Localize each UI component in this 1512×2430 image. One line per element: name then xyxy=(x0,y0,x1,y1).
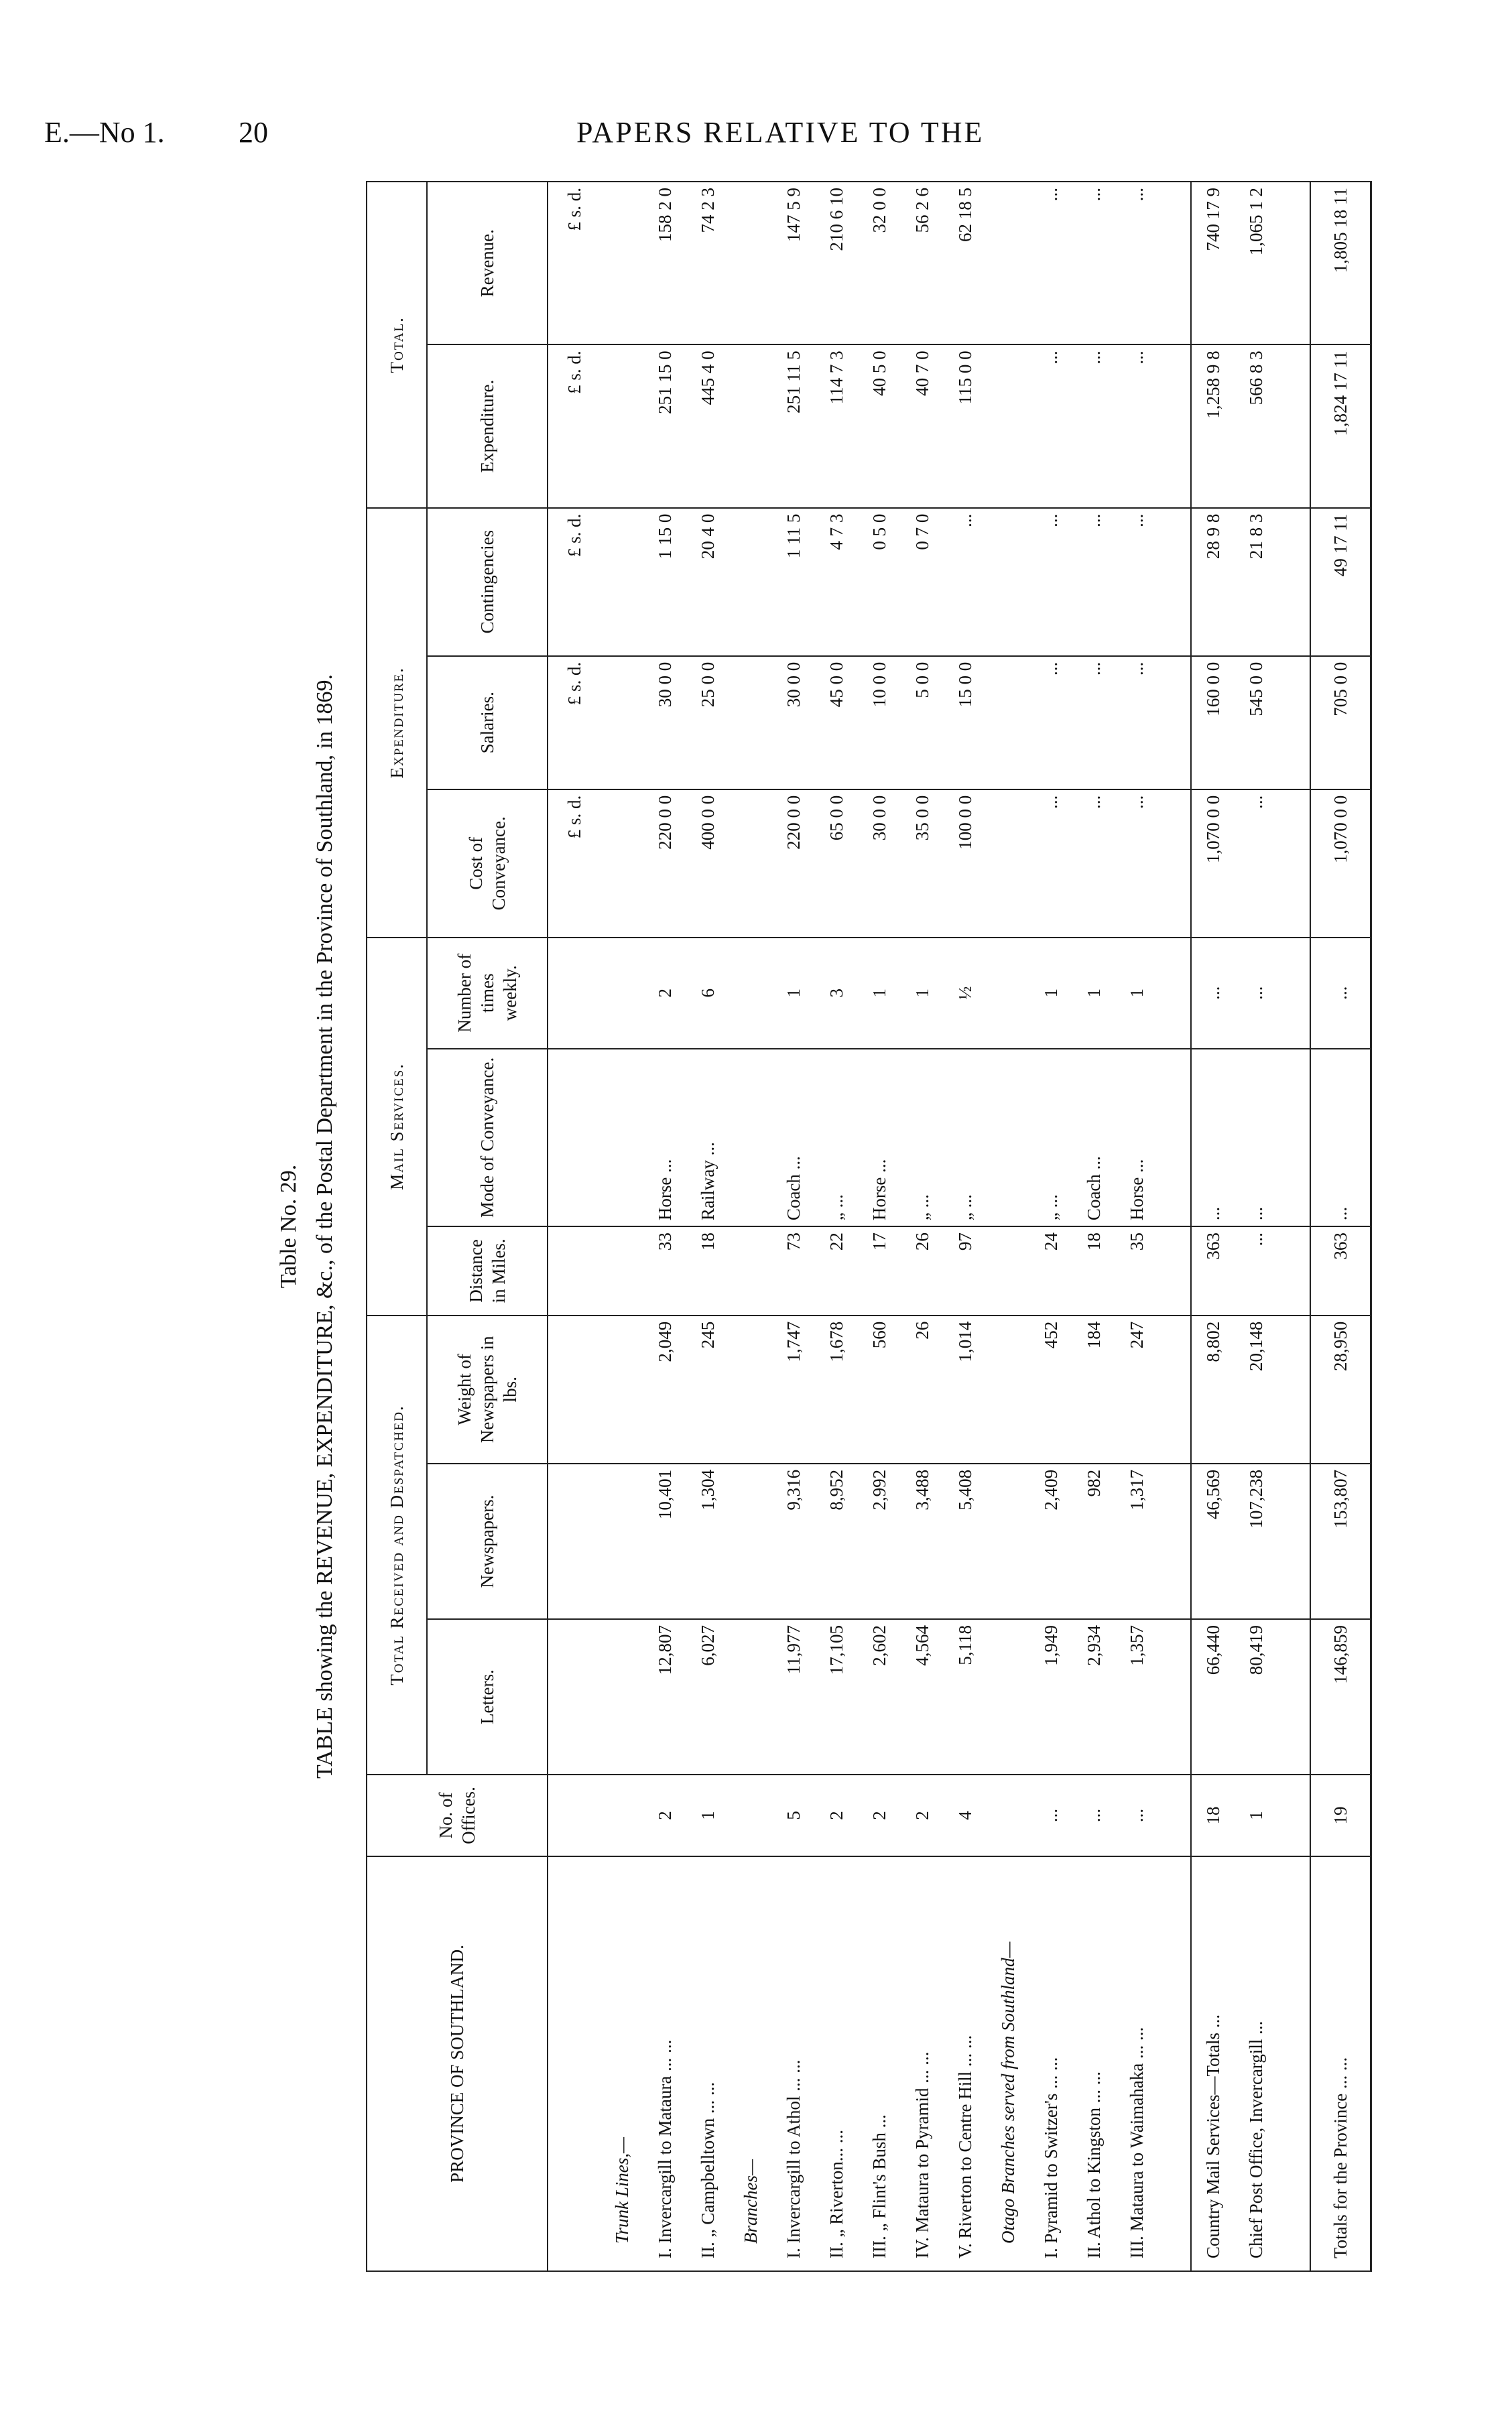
section-heading-row xyxy=(601,182,643,2271)
section-heading-row xyxy=(987,182,1029,2271)
cell-salaries: ... xyxy=(1072,656,1115,789)
cell-conveyance: 30 0 0 xyxy=(858,789,901,938)
cell-revenue xyxy=(601,182,643,344)
cell-expenditure: 114 7 3 xyxy=(815,344,858,507)
row-label: V. Riverton to Centre Hill ... ... xyxy=(944,1856,987,2271)
col-contingencies: Contingencies xyxy=(427,508,548,656)
table-row xyxy=(858,182,901,2271)
cell-weight xyxy=(987,1316,1029,1464)
spacer-cell xyxy=(1158,1464,1191,1619)
table-title: TABLE showing the REVENUE, EXPENDITURE, &c., of the Postal Department in the Province of Southland, in 1869. xyxy=(312,674,337,1779)
group-expenditure: Expenditure. xyxy=(367,508,427,938)
unit-contingencies: £ s. d. xyxy=(548,508,601,656)
cell-distance: 18 xyxy=(1072,1226,1115,1316)
cell-letters xyxy=(987,1619,1029,1775)
cell-newspapers: 107,238 xyxy=(1235,1464,1277,1619)
cell-letters: 17,105 xyxy=(815,1619,858,1775)
cell-mode: ... xyxy=(1235,1049,1277,1226)
cell-times xyxy=(729,938,772,1049)
cell-mode: Horse ... xyxy=(643,1049,686,1226)
cell-revenue: 740 17 9 xyxy=(1191,182,1235,344)
cell-contingencies: 28 9 8 xyxy=(1191,508,1235,656)
cell-weight: 26 xyxy=(901,1316,944,1464)
cell-weight: 184 xyxy=(1072,1316,1115,1464)
cell-letters: 5,118 xyxy=(944,1619,987,1775)
cell-distance xyxy=(987,1226,1029,1316)
spacer-cell xyxy=(1277,656,1310,789)
col-revenue: Revenue. xyxy=(427,182,548,344)
cell-weight: 245 xyxy=(686,1316,729,1464)
spacer-cell xyxy=(1277,1316,1310,1464)
spacer-cell xyxy=(1277,789,1310,938)
cell-weight: 452 xyxy=(1029,1316,1072,1464)
row-label: II. Athol to Kingston ... ... xyxy=(1072,1856,1115,2271)
cell-salaries: 10 0 0 xyxy=(858,656,901,789)
cell-offices xyxy=(987,1775,1029,1856)
cell-letters: 4,564 xyxy=(901,1619,944,1775)
table-row xyxy=(1115,182,1158,2271)
row-label: III. Mataura to Waimahaka ... ... xyxy=(1115,1856,1158,2271)
cell-times: 3 xyxy=(815,938,858,1049)
row-label: Country Mail Services—Totals ... xyxy=(1191,1856,1235,2271)
spacer-cell xyxy=(1158,1049,1191,1226)
cell-mode xyxy=(729,1049,772,1226)
cell-times xyxy=(987,938,1029,1049)
cell-letters: 80,419 xyxy=(1235,1619,1277,1775)
cell-revenue: 74 2 3 xyxy=(686,182,729,344)
cell-expenditure: ... xyxy=(1072,344,1115,507)
cell-times: 1 xyxy=(1072,938,1115,1049)
row-label: I. Invercargill to Athol ... ... xyxy=(772,1856,815,2271)
cell-newspapers: 3,488 xyxy=(901,1464,944,1619)
cell-salaries xyxy=(987,656,1029,789)
cell-times: 1 xyxy=(772,938,815,1049)
cell-newspapers: 1,304 xyxy=(686,1464,729,1619)
col-province: PROVINCE OF SOUTHLAND. xyxy=(367,1856,548,2271)
cell-expenditure: 40 7 0 xyxy=(901,344,944,507)
cell-offices: 2 xyxy=(643,1775,686,1856)
spacer-cell xyxy=(1158,508,1191,656)
cell-revenue: 1,065 1 2 xyxy=(1235,182,1277,344)
spacer-cell xyxy=(1277,182,1310,344)
spacer-cell xyxy=(1277,938,1310,1049)
cell-mode: ... xyxy=(1310,1049,1371,1226)
units-row xyxy=(548,182,601,2271)
cell-revenue: 210 6 10 xyxy=(815,182,858,344)
cell-expenditure: ... xyxy=(1029,344,1072,507)
table-row xyxy=(944,182,987,2271)
cell-newspapers: 46,569 xyxy=(1191,1464,1235,1619)
cell-distance: 33 xyxy=(643,1226,686,1316)
cell-newspapers xyxy=(601,1464,643,1619)
cell-conveyance: 1,070 0 0 xyxy=(1191,789,1235,938)
postal-revenue-table xyxy=(366,181,1372,2272)
table-row xyxy=(1029,182,1072,2271)
table-row xyxy=(1072,182,1115,2271)
cell-expenditure: 1,258 9 8 xyxy=(1191,344,1235,507)
cell-contingencies: ... xyxy=(944,508,987,656)
table-row xyxy=(643,182,686,2271)
cell-conveyance: 400 0 0 xyxy=(686,789,729,938)
cell-weight: 560 xyxy=(858,1316,901,1464)
cell-distance: 97 xyxy=(944,1226,987,1316)
spacer-cell xyxy=(1277,1049,1310,1226)
cell-offices xyxy=(601,1775,643,1856)
spacer-cell xyxy=(1277,1856,1310,2271)
spacer-cell xyxy=(1158,1316,1191,1464)
cell-conveyance: 100 0 0 xyxy=(944,789,987,938)
cell-times: 1 xyxy=(858,938,901,1049)
col-conveyance: Cost of Conveyance. xyxy=(427,789,548,938)
cell-expenditure: 40 5 0 xyxy=(858,344,901,507)
cell-newspapers: 9,316 xyxy=(772,1464,815,1619)
spacer-cell xyxy=(1158,1619,1191,1775)
cell-times: 1 xyxy=(1029,938,1072,1049)
col-newspapers: Newspapers. xyxy=(427,1464,548,1619)
cell-letters: 1,949 xyxy=(1029,1619,1072,1775)
cell-offices: 2 xyxy=(815,1775,858,1856)
cell-distance: 73 xyxy=(772,1226,815,1316)
cell-offices: 2 xyxy=(901,1775,944,1856)
cell-conveyance: 65 0 0 xyxy=(815,789,858,938)
table-row xyxy=(686,182,729,2271)
cell-offices: 4 xyxy=(944,1775,987,1856)
spacer-cell xyxy=(1158,344,1191,507)
col-weight: Weight of Newspapers in lbs. xyxy=(427,1316,548,1464)
section-label: Trunk Lines,— xyxy=(601,1856,643,2271)
running-title: PAPERS RELATIVE TO THE xyxy=(576,116,985,149)
cell-mode: Railway ... xyxy=(686,1049,729,1226)
cell-expenditure: 445 4 0 xyxy=(686,344,729,507)
cell-conveyance xyxy=(987,789,1029,938)
cell-offices: 5 xyxy=(772,1775,815,1856)
col-times: Number of times weekly. xyxy=(427,938,548,1049)
cell-salaries: 30 0 0 xyxy=(643,656,686,789)
spacer-cell xyxy=(1158,938,1191,1049)
cell-conveyance: ... xyxy=(1235,789,1277,938)
col-letters: Letters. xyxy=(427,1619,548,1775)
cell-conveyance: ... xyxy=(1072,789,1115,938)
cell-offices: 18 xyxy=(1191,1775,1235,1856)
cell-letters xyxy=(601,1619,643,1775)
rotated-table-block xyxy=(275,181,1407,2272)
spacer-cell xyxy=(1277,1619,1310,1775)
cell-revenue: 56 2 6 xyxy=(901,182,944,344)
cell-expenditure: 1,824 17 11 xyxy=(1310,344,1371,507)
cell-newspapers: 982 xyxy=(1072,1464,1115,1619)
cell-salaries: 15 0 0 xyxy=(944,656,987,789)
cell-salaries xyxy=(601,656,643,789)
cell-mode: ... xyxy=(1191,1049,1235,1226)
cell-conveyance: ... xyxy=(1115,789,1158,938)
cell-contingencies xyxy=(987,508,1029,656)
cell-distance: 22 xyxy=(815,1226,858,1316)
cell-weight: 1,747 xyxy=(772,1316,815,1464)
cell-contingencies xyxy=(729,508,772,656)
spacer-cell xyxy=(1158,1856,1191,2271)
cell-contingencies: 0 5 0 xyxy=(858,508,901,656)
cell-offices: ... xyxy=(1072,1775,1115,1856)
cell-mode: „ ... xyxy=(1029,1049,1072,1226)
cell-newspapers xyxy=(987,1464,1029,1619)
spacer-cell xyxy=(1277,1775,1310,1856)
cell-conveyance: 220 0 0 xyxy=(772,789,815,938)
row-label: IV. Mataura to Pyramid ... ... xyxy=(901,1856,944,2271)
cell-revenue xyxy=(729,182,772,344)
cell-times: ... xyxy=(1310,938,1371,1049)
section-heading-row xyxy=(729,182,772,2271)
col-salaries: Salaries. xyxy=(427,656,548,789)
cell-expenditure: ... xyxy=(1115,344,1158,507)
cell-mode: Coach ... xyxy=(1072,1049,1115,1226)
cell-times xyxy=(601,938,643,1049)
cell-contingencies: 1 15 0 xyxy=(643,508,686,656)
cell-contingencies: 4 7 3 xyxy=(815,508,858,656)
cell-contingencies: ... xyxy=(1029,508,1072,656)
spacer-cell xyxy=(1277,508,1310,656)
cell-salaries: 5 0 0 xyxy=(901,656,944,789)
table-row xyxy=(901,182,944,2271)
cell-contingencies: 0 7 0 xyxy=(901,508,944,656)
cell-times: 1 xyxy=(901,938,944,1049)
cell-revenue xyxy=(987,182,1029,344)
spacer-cell xyxy=(1158,1775,1191,1856)
cell-contingencies: 20 4 0 xyxy=(686,508,729,656)
cell-mode: „ ... xyxy=(944,1049,987,1226)
cell-times: ½ xyxy=(944,938,987,1049)
section-label: Otago Branches served from Southland— xyxy=(987,1856,1029,2271)
col-expenditure: Expenditure. xyxy=(427,344,548,507)
cell-contingencies: ... xyxy=(1115,508,1158,656)
cell-conveyance: 1,070 0 0 xyxy=(1310,789,1371,938)
cell-times: ... xyxy=(1191,938,1235,1049)
table-number: Table No. 29. xyxy=(276,1164,301,1289)
table-row xyxy=(815,182,858,2271)
cell-letters: 11,977 xyxy=(772,1619,815,1775)
cell-distance: 26 xyxy=(901,1226,944,1316)
cell-distance: 35 xyxy=(1115,1226,1158,1316)
cell-revenue: ... xyxy=(1029,182,1072,344)
cell-distance: 363 xyxy=(1191,1226,1235,1316)
cell-offices: ... xyxy=(1115,1775,1158,1856)
cell-letters: 2,602 xyxy=(858,1619,901,1775)
cell-offices: 1 xyxy=(686,1775,729,1856)
cell-revenue: 158 2 0 xyxy=(643,182,686,344)
cell-contingencies: 49 17 11 xyxy=(1310,508,1371,656)
unit-conveyance: £ s. d. xyxy=(548,789,601,938)
cell-letters: 6,027 xyxy=(686,1619,729,1775)
cell-weight xyxy=(729,1316,772,1464)
cell-salaries: ... xyxy=(1029,656,1072,789)
cell-distance xyxy=(729,1226,772,1316)
cell-offices: ... xyxy=(1029,1775,1072,1856)
page-reference: E.—No 1. xyxy=(44,116,165,149)
cell-mode: Coach ... xyxy=(772,1049,815,1226)
spacer-cell xyxy=(1277,1464,1310,1619)
cell-letters: 146,859 xyxy=(1310,1619,1371,1775)
unit-revenue: £ s. d. xyxy=(548,182,601,344)
cell-newspapers: 2,992 xyxy=(858,1464,901,1619)
cell-contingencies xyxy=(601,508,643,656)
cell-salaries: 30 0 0 xyxy=(772,656,815,789)
cell-newspapers: 2,409 xyxy=(1029,1464,1072,1619)
cell-conveyance xyxy=(729,789,772,938)
cell-weight: 1,014 xyxy=(944,1316,987,1464)
unit-salaries: £ s. d. xyxy=(548,656,601,789)
cell-mode: Horse ... xyxy=(858,1049,901,1226)
grand-total-row xyxy=(1310,182,1371,2271)
cell-distance: 17 xyxy=(858,1226,901,1316)
spacer-cell xyxy=(1158,789,1191,938)
cell-offices: 1 xyxy=(1235,1775,1277,1856)
cell-contingencies: 21 8 3 xyxy=(1235,508,1277,656)
cell-times: 2 xyxy=(643,938,686,1049)
spacer-row xyxy=(1277,182,1310,2271)
cell-mode: Horse ... xyxy=(1115,1049,1158,1226)
cell-salaries: 545 0 0 xyxy=(1235,656,1277,789)
cell-salaries: 25 0 0 xyxy=(686,656,729,789)
cell-expenditure: 115 0 0 xyxy=(944,344,987,507)
cell-times: ... xyxy=(1235,938,1277,1049)
cell-weight: 2,049 xyxy=(643,1316,686,1464)
spacer-row xyxy=(1158,182,1191,2271)
cell-times: 1 xyxy=(1115,938,1158,1049)
cell-distance: 363 xyxy=(1310,1226,1371,1316)
cell-newspapers: 153,807 xyxy=(1310,1464,1371,1619)
cell-letters: 1,357 xyxy=(1115,1619,1158,1775)
page-number: 20 xyxy=(239,116,268,149)
spacer-cell xyxy=(1158,182,1191,344)
cell-weight: 247 xyxy=(1115,1316,1158,1464)
unit-expenditure: £ s. d. xyxy=(548,344,601,507)
cell-newspapers: 8,952 xyxy=(815,1464,858,1619)
cell-conveyance: 35 0 0 xyxy=(901,789,944,938)
col-offices: No. of Offices. xyxy=(367,1775,548,1856)
cell-revenue: ... xyxy=(1115,182,1158,344)
cell-revenue: 32 0 0 xyxy=(858,182,901,344)
row-label: III. „ Flint's Bush ... xyxy=(858,1856,901,2271)
cell-distance xyxy=(601,1226,643,1316)
cell-conveyance xyxy=(601,789,643,938)
cell-newspapers: 1,317 xyxy=(1115,1464,1158,1619)
cell-salaries: ... xyxy=(1115,656,1158,789)
spacer-cell xyxy=(1277,1226,1310,1316)
cell-contingencies: 1 11 5 xyxy=(772,508,815,656)
cell-weight: 20,148 xyxy=(1235,1316,1277,1464)
group-total-received: Total Received and Despatched. xyxy=(367,1316,427,1775)
cell-mode: „ ... xyxy=(815,1049,858,1226)
row-label: II. „ Campbelltown ... ... xyxy=(686,1856,729,2271)
cell-times: 6 xyxy=(686,938,729,1049)
col-distance: Distance in Miles. xyxy=(427,1226,548,1316)
cell-letters: 66,440 xyxy=(1191,1619,1235,1775)
subtotal-row xyxy=(1191,182,1235,2271)
cell-mode: „ ... xyxy=(901,1049,944,1226)
cell-weight xyxy=(601,1316,643,1464)
row-label: II. „ Riverton... ... xyxy=(815,1856,858,2271)
cell-expenditure xyxy=(729,344,772,507)
cell-letters xyxy=(729,1619,772,1775)
cell-distance: ... xyxy=(1235,1226,1277,1316)
cell-newspapers xyxy=(729,1464,772,1619)
spacer-cell xyxy=(1277,344,1310,507)
cell-expenditure: 251 11 5 xyxy=(772,344,815,507)
cell-newspapers: 5,408 xyxy=(944,1464,987,1619)
row-label: I. Invercargill to Mataura ... ... xyxy=(643,1856,686,2271)
cell-mode xyxy=(987,1049,1029,1226)
cell-conveyance: ... xyxy=(1029,789,1072,938)
spacer-cell xyxy=(1158,1226,1191,1316)
cell-letters: 12,807 xyxy=(643,1619,686,1775)
cell-revenue: 62 18 5 xyxy=(944,182,987,344)
cell-weight: 28,950 xyxy=(1310,1316,1371,1464)
cell-expenditure: 566 8 3 xyxy=(1235,344,1277,507)
section-label: Branches— xyxy=(729,1856,772,2271)
cell-salaries xyxy=(729,656,772,789)
cell-salaries: 45 0 0 xyxy=(815,656,858,789)
cell-revenue: 1,805 18 11 xyxy=(1310,182,1371,344)
cell-salaries: 705 0 0 xyxy=(1310,656,1371,789)
table-row xyxy=(772,182,815,2271)
cell-weight: 1,678 xyxy=(815,1316,858,1464)
cell-expenditure: 251 15 0 xyxy=(643,344,686,507)
cell-conveyance: 220 0 0 xyxy=(643,789,686,938)
cell-revenue: ... xyxy=(1072,182,1115,344)
group-total: Total. xyxy=(367,182,427,508)
cell-expenditure xyxy=(987,344,1029,507)
cell-letters: 2,934 xyxy=(1072,1619,1115,1775)
cell-distance: 24 xyxy=(1029,1226,1072,1316)
cell-revenue: 147 5 9 xyxy=(772,182,815,344)
group-mail-services: Mail Services. xyxy=(367,938,427,1316)
cell-offices xyxy=(729,1775,772,1856)
cell-contingencies: ... xyxy=(1072,508,1115,656)
col-mode: Mode of Conveyance. xyxy=(427,1049,548,1226)
cell-mode xyxy=(601,1049,643,1226)
cell-offices: 2 xyxy=(858,1775,901,1856)
spacer-cell xyxy=(1158,656,1191,789)
table-row xyxy=(1235,182,1277,2271)
cell-newspapers: 10,401 xyxy=(643,1464,686,1619)
row-label: Totals for the Province ... ... xyxy=(1310,1856,1371,2271)
row-label: Chief Post Office, Invercargill ... xyxy=(1235,1856,1277,2271)
cell-offices: 19 xyxy=(1310,1775,1371,1856)
row-label: I. Pyramid to Switzer's ... ... xyxy=(1029,1856,1072,2271)
cell-salaries: 160 0 0 xyxy=(1191,656,1235,789)
cell-distance: 18 xyxy=(686,1226,729,1316)
table-body xyxy=(548,182,1371,2271)
cell-weight: 8,802 xyxy=(1191,1316,1235,1464)
cell-expenditure xyxy=(601,344,643,507)
